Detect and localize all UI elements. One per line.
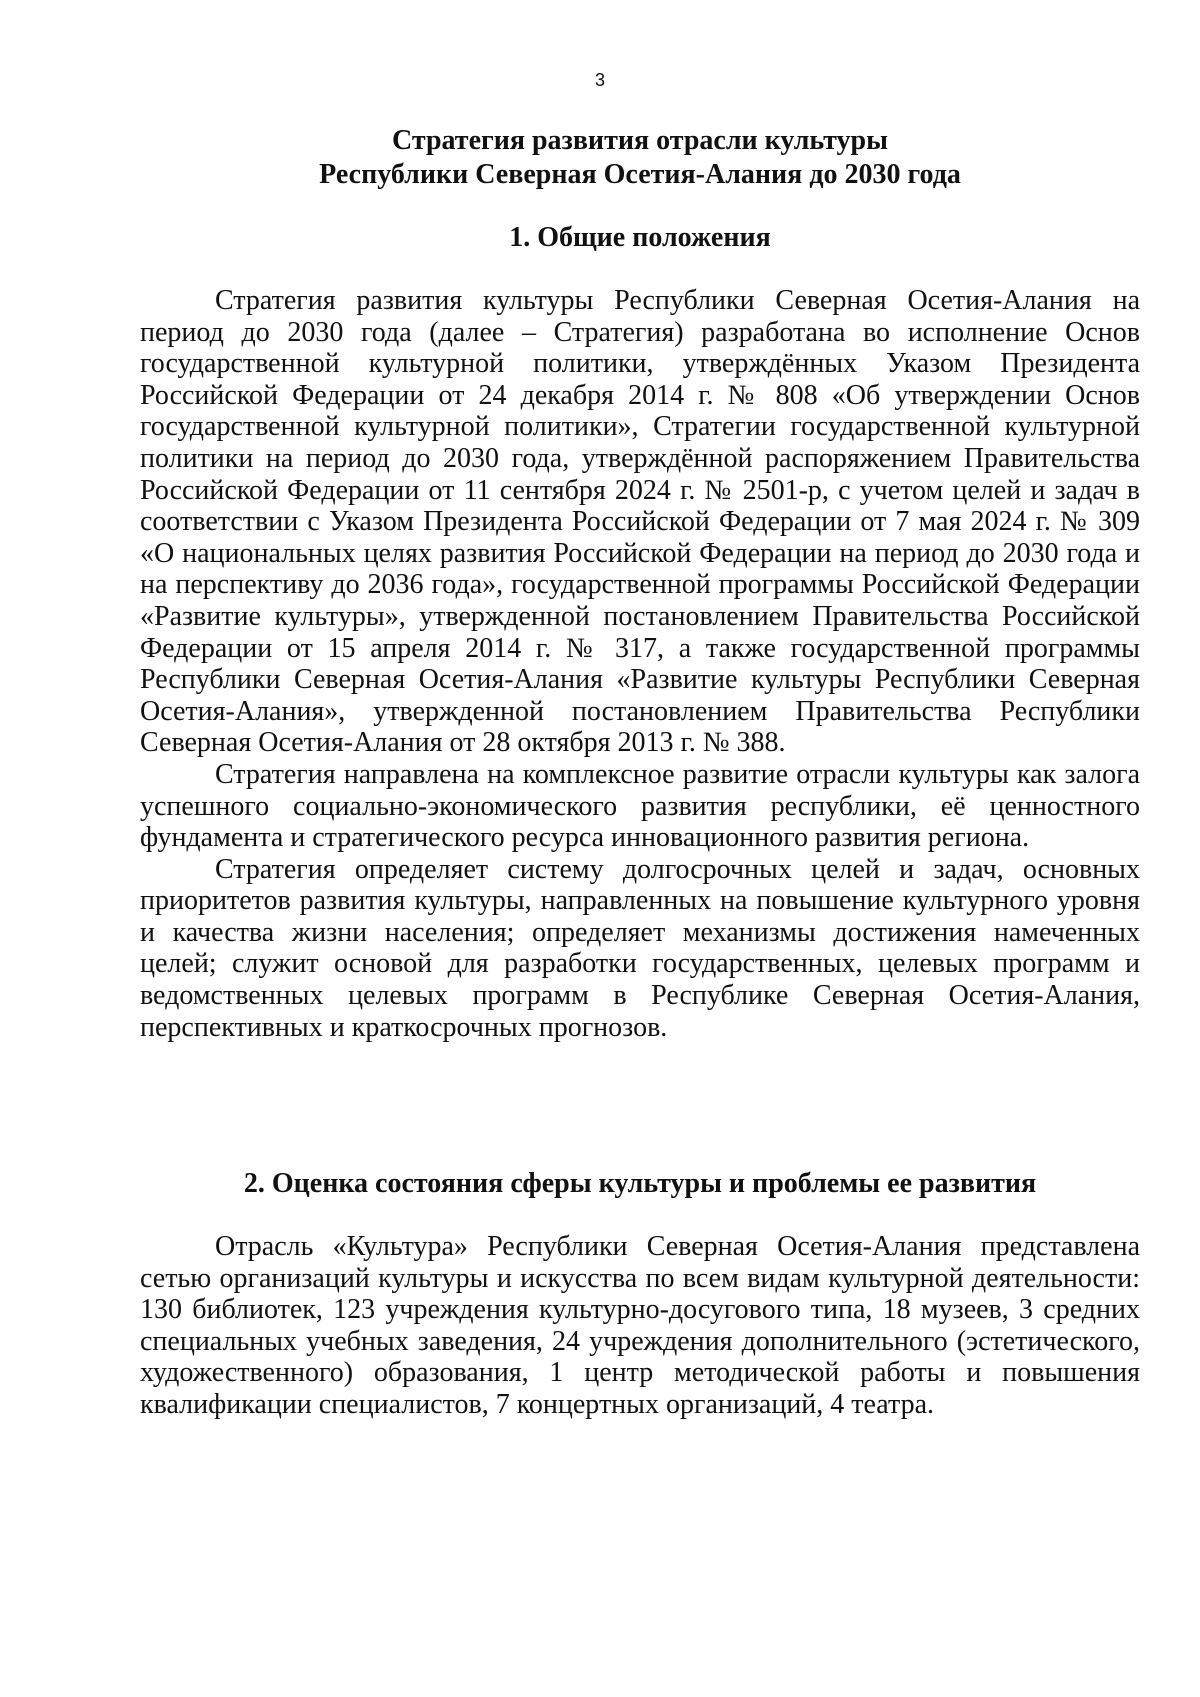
- document-title-line-1: Стратегия развития отрасли культуры: [392, 125, 888, 156]
- page-number: 3: [594, 70, 605, 90]
- section-1-paragraph-1: Стратегия развития культуры Республики Северная Осетия-Алания на период до 2030 года (далее – Стратегия) разработана во исполнение Основ государственной культурной политики, утверждённых Указом Президента Российской Федерации от 24 декабря 2014 г. № 808 «Об утверждении Основ государственной культурной политики», Стратегии государственной культурной политики на период до 2030 года, утверждённой распоряжением Правительства Российской Федерации от 11 сентября 2024 г. № 2501-р, с учетом целей и задач в соответствии с Указом Президента Российской Федерации от 7 мая 2024 г. № 309 «О национальных целях развития Российской Федерации на период до 2030 года и на перспективу до 2036 года», государственной программы Российской Федерации «Развитие культуры», утвержденной постановлением Правительства Российской Федерации от 15 апреля 2014 г. № 317, а также государственной программы Республики Северная Осетия-Алания «Развитие культуры Республики Северная Осетия-Алания», утвержденной постановлением Правительства Республики Северная Осетия-Алания от 28 октября 2013 г. № 388.: [140, 285, 1140, 759]
- document-title-line-2: Республики Северная Осетия-Алания до 2030 года: [319, 159, 961, 190]
- section-2-paragraph-1: Отрасль «Культура» Республики Северная Осетия-Алания представлена сетью организаций культуры и искусства по всем видам культурной деятельности: 130 библиотек, 123 учреждения культурно-досугового типа, 18 музеев, 3 средних специальных учебных заведения, 24 учреждения дополнительного (эстетического, художественного) образования, 1 центр методической работы и повышения квалификации специалистов, 7 концертных организаций, 4 театра.: [140, 1231, 1140, 1420]
- section-1-paragraph-2: Стратегия направлена на комплексное развитие отрасли культуры как залога успешного социально-экономического развития республики, её ценностного фундамента и стратегического ресурса инновационного развития региона.: [140, 758, 1140, 854]
- section-1-heading: 1. Общие положения: [509, 222, 771, 253]
- section-1-paragraph-3: Стратегия определяет систему долгосрочных целей и задач, основных приоритетов развития культуры, направленных на повышение культурного уровня и качества жизни населения; определяет механизмы достижения намеченных целей; служит основой для разработки государственных, целевых программ и ведомственных целевых программ в Республике Северная Осетия-Алания, перспективных и краткосрочных прогнозов.: [140, 853, 1140, 1043]
- section-2-heading: 2. Оценка состояния сферы культуры и проблемы ее развития: [243, 1168, 1037, 1199]
- section-2-body: [140, 1231, 1140, 1421]
- section-1-body: [140, 285, 1140, 1043]
- document-title: [140, 124, 1140, 192]
